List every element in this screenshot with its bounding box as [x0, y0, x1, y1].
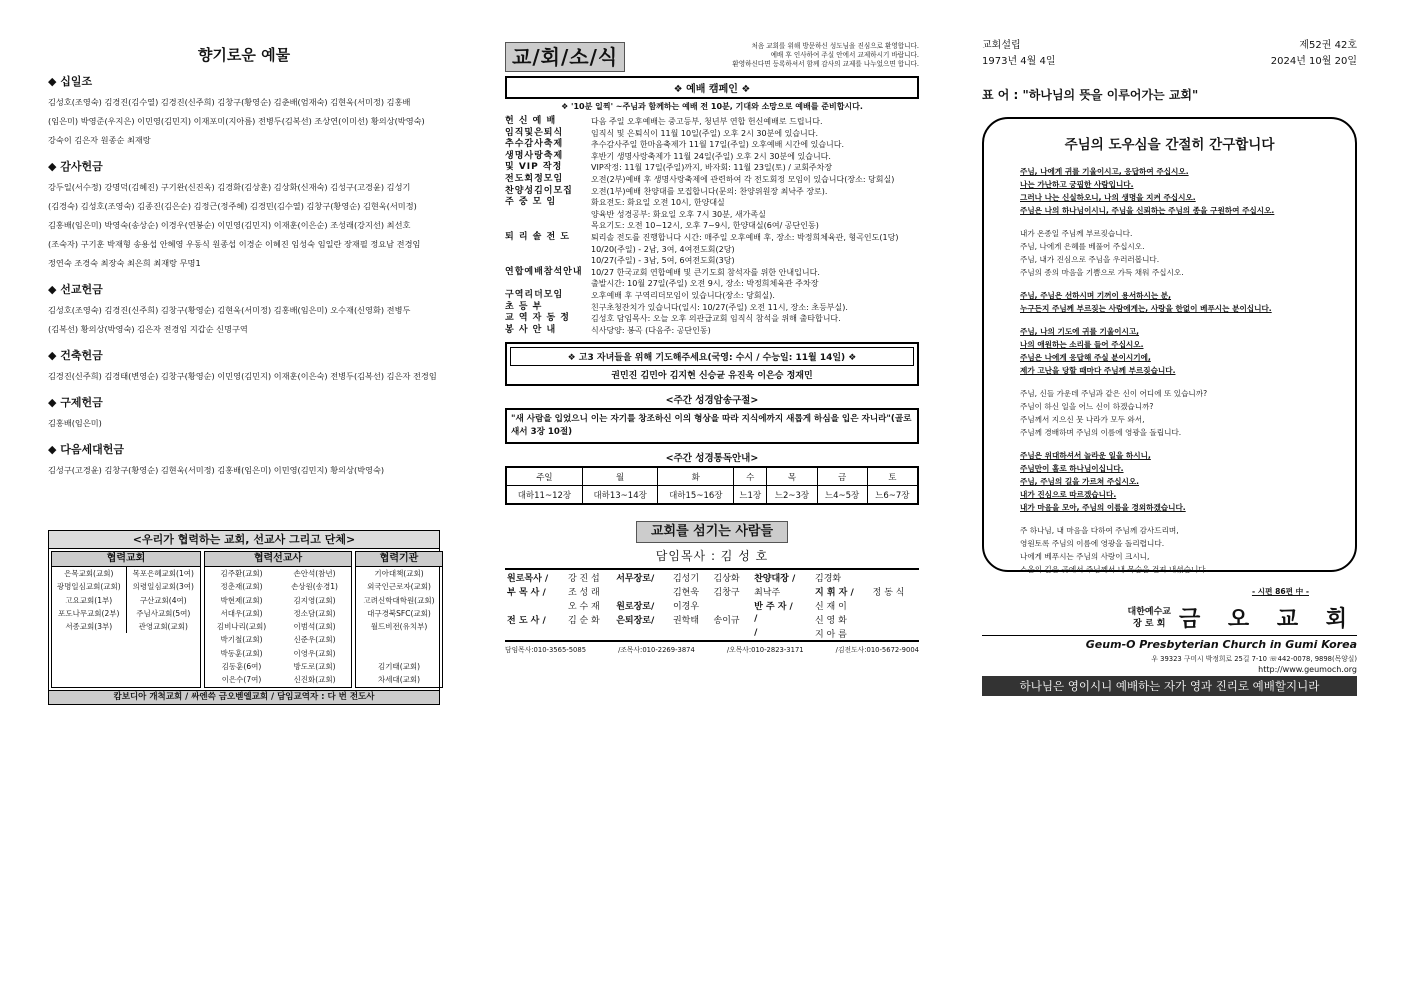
reading-day: 주일 [506, 467, 582, 486]
partner-churches-heading: 협력교회 [52, 552, 200, 567]
partner-orgs [355, 551, 443, 688]
partner-entry [357, 633, 441, 646]
partner-entry: 김비나리(교회) [216, 622, 267, 632]
staff-cell: 서무장로/ [616, 573, 655, 584]
staff-cell: 김성기 [672, 573, 700, 584]
staff-cell [671, 626, 712, 641]
news-value: 친구초청잔치가 있습니다(일시: 10/27(주일) 오전 11시, 장소: 초등부실). [591, 302, 848, 312]
news-value: 목요기도: 오전 10~12시, 오후 7~9시, 한양대실(6여/ 공단인동) [591, 221, 819, 231]
news-row [505, 255, 919, 267]
reading-day: 목 [767, 467, 817, 486]
phone-list [505, 644, 919, 654]
news-key: 추수감사축제 [505, 139, 564, 150]
staff-table [505, 568, 919, 642]
denomination [1128, 606, 1171, 630]
prayer-line: 나에게 베푸시는 주님의 사랑이 크시니, [1020, 552, 1150, 561]
prayer-line: 주님, 신들 가운데 주님과 같은 신이 어디에 또 있습니까? [1020, 389, 1208, 398]
partner-entry [357, 647, 441, 660]
news-list [505, 116, 919, 336]
news-value: 양육반 성경공부: 화요일 오후 7시 30분, 새가족실 [591, 209, 766, 219]
offering-sections [48, 73, 440, 480]
partner-entry: 김주환(교회) [220, 569, 263, 578]
phone-number: /김전도사:010-5672-9004 [835, 646, 919, 655]
volume-number: 제52권 42호 [1299, 40, 1357, 51]
prayer-request-heading: ❖ 고3 자녀들을 위해 기도해주세요(국영: 수시 / 수능일: 11월 14일) ❖ [510, 347, 914, 366]
cover-column [982, 0, 1357, 696]
reading-heading: <주간 성경통독안내> [665, 453, 759, 465]
news-key: 초 등 부 [505, 301, 543, 312]
partner-entry: 박기철(교회) [220, 635, 263, 645]
news-value: 퇴리솔 전도를 진행합니다 시간: 매주일 오후예배 후, 장소: 박정희체육관, 형곡인도(1당) [591, 232, 899, 242]
prayer-line: 영원토록 주님의 이름에 영광을 돌리렵니다. [1020, 539, 1165, 548]
news-row [505, 220, 919, 232]
church-address: 우 39323 구미시 박정희로 25길 7-10 ☏442-0078, 9898(목양실) [1151, 655, 1357, 663]
staff-cell: / [754, 628, 758, 639]
news-row [505, 278, 919, 290]
news-row [505, 151, 919, 163]
reading-day: 수 [734, 467, 767, 486]
reading-chapters: 느6~7장 [867, 486, 918, 505]
prayer-line: 주님은 나에게 응답해 주실 분이시기에, [1020, 353, 1151, 362]
staff-cell [712, 598, 753, 612]
prayer-line: 주님은 나의 하나님이시니, 주님을 신뢰하는 주님의 종을 구원하여 주십시오. [1020, 206, 1275, 215]
offering-section-heading: ◆ 십일조 [48, 75, 93, 88]
partner-entry: 신진화(교회) [293, 675, 336, 685]
partner-entry: 구산교회(4여) [139, 595, 187, 605]
partner-box [48, 530, 440, 705]
prayer-line: 내가 진심으로 따르겠습니다. [1020, 490, 1117, 499]
reading-chapters: 느4~5장 [817, 486, 867, 505]
partner-entry: 김동훈(6여) [221, 662, 262, 672]
prayer-line: 주님, 주님의 길을 가르쳐 주십시오. [1020, 477, 1140, 486]
staff-cell: 김경화 [815, 573, 842, 584]
prayer-line: 내가 온종일 주님께 부르짖습니다. [1020, 229, 1133, 238]
news-row [505, 244, 919, 256]
news-value: 식사당양: 봉곡 (다음주: 공단인동) [591, 325, 711, 335]
partner-entry: 신준우(교회) [293, 635, 336, 645]
partner-churches-list-a [52, 567, 127, 633]
campaign-heading: ❖ 예배 캠페인 ❖ [673, 84, 751, 95]
partner-entry: 김기태(교회) [377, 662, 421, 672]
staff-row [505, 626, 919, 641]
prayer-box [982, 117, 1357, 596]
partner-entry: 정춘재(교회) [220, 582, 263, 592]
news-row [505, 197, 919, 209]
staff-row [505, 612, 919, 626]
campaign-text: ❖ '10분 일찍' ~주님과 함께하는 예배 전 10분, 기대와 소망으로 예배를 준비합시다. [561, 102, 863, 111]
partner-entry: 서대우(교회) [220, 608, 263, 618]
staff-cell: 송이규 [713, 615, 740, 626]
news-row [505, 232, 919, 244]
prayer-text [1020, 165, 1319, 586]
prayer-line: 주님, 나에게 은혜를 베풀어 주십시오. [1020, 242, 1145, 251]
motto-text: "하나님의 뜻을 이루어가는 교회" [1022, 88, 1199, 102]
offering-section-names: 김성구(고경윤) 김창구(황영순) 김현욱(서미정) 김홍배(임은미) 이민영(김민지) 황의상(박영숙) [48, 465, 385, 475]
news-row [505, 128, 919, 140]
partner-entry: 외국인근로자(교회) [367, 582, 431, 592]
reading-chapters: 느1장 [734, 486, 767, 505]
reading-day: 금 [817, 467, 867, 486]
reading-chapters-row [506, 486, 918, 505]
offering-section-heading: ◆ 다음세대헌금 [48, 443, 125, 456]
staff-cell: 이경우 [672, 601, 700, 612]
news-value: 10/27(주일) - 3남, 5여, 6여전도회(3당) [591, 256, 735, 266]
reading-days-row [506, 467, 918, 486]
news-value: 10/20(주일) - 2남, 3여, 4여전도회(2당) [591, 244, 735, 254]
prayer-source: - 시편 86편 中 - [1251, 587, 1309, 596]
news-value: 오전(1부)예배 찬양대를 모집합니다(문의: 찬양위원장 최낙주 장로). [591, 186, 828, 196]
staff-cell: 오 수 재 [567, 601, 600, 612]
motto [982, 86, 1357, 103]
news-key: 임직및은퇴식 [505, 127, 564, 138]
motto-label: 표 어 : [982, 88, 1019, 102]
partner-entry: 은목교회(교회) [64, 569, 114, 578]
prayer-line: 스올의 깊은 곳에서 주님께서 내 목숨을 건져 내셨습니다. [1020, 565, 1209, 574]
phone-number: /조목사:010-2269-3874 [618, 646, 695, 655]
staff-cell: 권학태 [672, 615, 700, 626]
established-date: 1973년 4월 4일 [982, 56, 1056, 67]
prayer-line: 주님께서 지으신 뭇 나라가 모두 와서, [1020, 415, 1145, 424]
partner-entry: 이범석(교회) [293, 622, 336, 632]
news-key [505, 220, 591, 232]
offering-section-heading: ◆ 감사헌금 [48, 160, 103, 173]
reading-day: 월 [582, 467, 658, 486]
staff-cell: / [754, 614, 758, 625]
news-value: 김성호 담임목사: 오늘 오후 의관급교회 임직식 참석을 위해 출타합니다. [591, 314, 841, 324]
welcome-note-line: 환영하신다면 등록하셔서 함께 감사의 교제를 나누었으면 합니다. [732, 60, 919, 68]
verse-heading: <주간 성경암송구절> [665, 395, 759, 407]
prayer-line: 나는 가난하고 궁핍한 사람입니다. [1020, 180, 1134, 189]
offerings-title: 향기로운 예물 [197, 46, 291, 64]
news-row [505, 325, 919, 337]
news-key: 생명사랑축제 [505, 150, 564, 161]
news-key: 헌 신 예 배 [505, 116, 557, 126]
staff-cell: 신 재 이 [815, 601, 847, 612]
news-key [505, 255, 591, 267]
offering-section-heading: ◆ 선교헌금 [48, 283, 103, 296]
news-row [505, 186, 919, 198]
news-key: 연합예배참석안내 [505, 266, 583, 277]
welcome-note-line: 예배 후 인사하여 주실 안에서 교제하시기 바랍니다. [770, 51, 919, 59]
news-value: 10/27 한국교회 연합예배 및 큰기도회 참석자를 위한 안내입니다. [591, 267, 820, 277]
staff-cell: 은퇴장로/ [616, 615, 655, 626]
offering-section-names: 김홍배(임은미) [48, 418, 102, 428]
welcome-note [625, 42, 919, 69]
partner-entry: 박현제(교회) [220, 595, 263, 605]
partner-entry: 이은수(7여) [221, 675, 262, 685]
offering-section-heading: ◆ 구제헌금 [48, 396, 103, 409]
partner-entry: 서종교회(3부) [65, 622, 113, 632]
news-value: VIP작정: 11월 17일(주일)까지, 바자회: 11월 23일(토) / 교회주차장 [591, 163, 833, 173]
news-key [505, 209, 591, 221]
reading-chapters: 대하15~16장 [658, 486, 734, 505]
news-value: 화요전도: 화요일 오전 10시, 한양대실 [591, 198, 725, 208]
partner-entry: 기아대책(교회) [374, 569, 424, 578]
prayer-line: 제가 고난을 당할 때마다 주님께 부르짖습니다. [1020, 366, 1176, 375]
news-value: 오전(2부)예배 후 생명사랑축제에 관련하여 각 전도회정 모임이 있습니다(장소: 당회실) [591, 174, 895, 184]
prayer-request-names: 권민진 김민아 김지현 신승균 유진욱 이은승 정재민 [611, 371, 813, 382]
staff-row [505, 569, 919, 584]
prayer-request-box [505, 342, 919, 386]
church-name-block [982, 602, 1357, 633]
staff-cell [712, 626, 753, 641]
news-row [505, 302, 919, 314]
partner-missionaries-heading: 협력선교사 [205, 552, 351, 567]
partner-entry: 목포은혜교회(1여) [132, 569, 194, 578]
phone-number: 담임목사:010-3565-5085 [505, 646, 587, 655]
partner-missionaries-list-b [278, 567, 351, 687]
staff-row [505, 584, 919, 598]
partner-entry: 광명일심교회(교회) [56, 582, 121, 592]
news-row [505, 162, 919, 174]
offering-section-heading: ◆ 건축헌금 [48, 349, 103, 362]
partner-entry: 대구경북SFC(교회) [367, 608, 431, 618]
staff-cell: 원로장로/ [616, 601, 655, 612]
offering-section-names: 김성호(조영숙) 김경진(신주희) 김창구(황영순) 김현욱(서미정) 김홍배(임은미) 오수재(신영화) 전병두(김복선) 황의상(박영숙) 김은자 전경임 지갑순 신명구역 [48, 305, 411, 334]
reading-day: 화 [658, 467, 734, 486]
news-key: 찬양성김이모집 [505, 185, 573, 196]
staff-cell: 최낙주 [754, 587, 781, 598]
established-label: 교회설립 [982, 40, 1021, 51]
denomination-line-1: 대한예수교 [1127, 606, 1171, 617]
prayer-line: 주님만이 홀로 하나님이십니다. [1020, 464, 1124, 473]
offering-section-names: 김성호(조영숙) 김경진(김수열) 김경진(신주희) 김창구(황영순) 김춘배(엄재숙) 김현욱(서미정) 김홍배(임은미) 박영준(우지은) 이민영(김민지) 이재포미(지아름) 전병두(김복선) 조상연(이미선) 황의상(박영숙) 강숙이 김은자 원종순 최재랑 [48, 97, 425, 145]
news-value: 임직식 및 은퇴식이 11월 10일(주일) 오후 2시 30분에 있습니다. [591, 128, 819, 138]
partner-orgs-list [356, 567, 442, 687]
staff-cell: 김현욱 [672, 587, 700, 598]
issue-date: 2024년 10월 20일 [1270, 56, 1357, 67]
church-website[interactable]: http://www.geumoch.org [1258, 665, 1357, 674]
partner-entry: 손안석(참년) [293, 569, 336, 578]
staff-cell: 김 순 화 [567, 615, 600, 626]
partner-entry: 고요교회(1부) [65, 595, 113, 605]
church-name: 금 오 교 회 [1179, 607, 1357, 632]
senior-pastor: 담임목사 : 김 성 호 [655, 549, 769, 564]
news-key [505, 244, 591, 256]
denomination-line-2: 장 로 회 [1133, 618, 1166, 629]
staff-cell: 김창구 [713, 587, 740, 598]
partner-entry: 이영우(교회) [293, 648, 336, 658]
news-title: 교/회/소/식 [505, 42, 625, 72]
reading-chapters: 대하11~12장 [506, 486, 582, 505]
partner-entry: 방도로(교회) [293, 662, 336, 672]
staff-cell: 반 주 자 / [754, 601, 793, 612]
news-key: 주 중 모 임 [505, 197, 557, 208]
partner-entry: 박동훈(교회) [220, 648, 263, 658]
news-value: 다음 주일 오후예배는 중고등부, 청년부 연합 헌신예배로 드립니다. [591, 117, 823, 126]
staff-cell: 강 진 섭 [567, 573, 600, 584]
partner-churches-list-b [127, 567, 201, 633]
partner-footer: 캄보디아 개척교회 / 싸엔쓱 금오벧엘교회 / 담임교역자 : 다 번 전도사 [49, 690, 439, 704]
prayer-line: 그러나 나는 신실하오니, 나의 생명을 지켜 주십시오. [1020, 193, 1196, 202]
partner-entry: 월드비전(유치부) [370, 622, 428, 632]
news-row [505, 116, 919, 128]
staff-cell: 원로목사 / [507, 573, 549, 584]
prayer-title: 주님의 도우심을 간절히 간구합니다 [1064, 137, 1275, 153]
prayer-line: 주님은 위대하셔서 놀라운 일을 하시니, [1020, 451, 1151, 460]
prayer-line: 나의 애원하는 소리를 들어 주십시오. [1020, 340, 1144, 349]
slogan-banner: 하나님은 영이시니 예배하는 자가 영과 진리로 예배할지니라 [982, 676, 1357, 696]
news-row [505, 209, 919, 221]
prayer-line: 내가 마음을 모아, 주님의 이름을 경외하겠습니다. [1020, 503, 1186, 512]
staff-cell [566, 626, 614, 641]
reading-table [505, 466, 919, 505]
prayer-line: 누구든지 주님께 부르짖는 사람에게는, 사랑을 한없이 베푸시는 분이십니다. [1020, 304, 1272, 313]
prayer-line: 주님이 하신 일을 어느 신이 하겠습니까? [1020, 402, 1154, 411]
staff-cell [614, 626, 671, 641]
reading-chapters: 느2~3장 [767, 486, 817, 505]
prayer-line: 주님, 내가 진심으로 주님을 우러러봅니다. [1020, 255, 1160, 264]
partner-churches [51, 551, 201, 688]
news-key: 퇴 리 솔 전 도 [505, 231, 571, 242]
verse-text: "새 사람을 입었으니 이는 자기를 창조하신 이의 형상을 따라 지식에까지 새롭게 하심을 입은 자니라"(골로새서 3장 10절) [505, 408, 919, 444]
news-value: 출발시간: 10월 27일(주일) 오전 9시, 장소: 박정희체육관 주차장 [591, 279, 819, 289]
news-row [505, 290, 919, 302]
partner-entry: 고려신학대학원(교회) [363, 595, 435, 605]
staff-cell: 지 아 름 [815, 629, 847, 640]
partner-entry: 의령일심교회(3여) [132, 582, 194, 592]
news-key: 교 역 자 동 정 [505, 313, 571, 324]
news-row [505, 174, 919, 186]
news-value: 오후예배 후 구역리더모임이 있습니다(장소: 당회실). [591, 290, 775, 300]
offering-section-names: 강두일(서수정) 강명덕(김혜진) 구기완(신진옥) 김경화(김상훈) 김상화(신재숙) 김성구(고경윤) 김성기(김경숙) 김성호(조영숙) 김종진(김은순) 김정근(정주혜) 김경민(김수열) 김창구(황영순) 김현욱(서미정) 김홍배(임은미) 박영숙(송상순) 이경우(연봉순) 이민영(김민지) 이재훈(이은순) 조성래(강지선) 최선호(조숙자) 구기훈 박재형 송용섭 안혜영 우동식 원종섭 이경순 이혜진 임성숙 임일란 장재필 정요남 전경임 정연숙 조경숙 최장숙 최은희 최재랑 무명1 [48, 182, 421, 268]
prayer-line: 주님의 종의 마음을 기쁨으로 가득 채워 주십시오. [1020, 268, 1184, 277]
offerings-column [48, 0, 440, 702]
partner-entry: 주님사교회(5여) [136, 608, 191, 618]
partner-entry: 포도나무교회(2부) [58, 608, 120, 618]
welcome-note-line: 처음 교회를 위해 방문하신 성도님을 진심으로 환영합니다. [751, 42, 919, 50]
news-row [505, 139, 919, 151]
partner-missionaries [204, 551, 352, 688]
prayer-line: 주 하나님, 내 마음을 다하여 주님께 감사드리며, [1020, 526, 1179, 535]
prayer-line: 주님, 나의 기도에 귀를 기울이시고, [1020, 327, 1140, 336]
news-key: 봉 사 안 내 [505, 324, 557, 335]
staff-cell: 김상화 [713, 573, 740, 584]
staff-cell: 부 목 사 / [507, 587, 546, 598]
staff-cell [505, 598, 566, 612]
news-value: 후반기 생명사랑축제가 11월 24일(주일) 오후 2시 30분에 있습니다. [591, 151, 831, 161]
partner-entry: 정소담(교회) [293, 608, 336, 618]
partner-header: <우리가 협력하는 교회, 선교사 그리고 단체> [49, 531, 439, 549]
news-row [505, 267, 919, 279]
staff-cell: 정 동 식 [872, 587, 905, 598]
staff-cell [614, 584, 671, 598]
news-column [505, 0, 919, 654]
staff-cell: 조 성 래 [567, 587, 600, 598]
partner-entry: 관영교회(교회) [138, 622, 188, 632]
staff-cell: 찬양대장 / [754, 573, 796, 584]
partner-entry: 손상원(송경1) [291, 582, 338, 592]
prayer-line: 주님께 경배하며 주님의 이름에 영광을 돌립니다. [1020, 428, 1182, 437]
news-key [505, 278, 591, 290]
news-key: 구역리더모임 [505, 289, 564, 300]
partner-entry: 김지영(교회) [293, 595, 336, 605]
news-row [505, 313, 919, 325]
offering-section-names: 김경진(신주희) 김경태(변영순) 김창구(황영순) 이민영(김민지) 이재훈(이은숙) 전병두(김복선) 김은자 전경임 [48, 371, 437, 381]
reading-chapters: 대하13~14장 [582, 486, 658, 505]
partner-orgs-heading: 협력기관 [356, 552, 442, 567]
prayer-line: 주님, 나에게 귀를 기울이시고, 응답하여 주십시오. [1020, 167, 1189, 176]
staff-row [505, 598, 919, 612]
news-key: 및 VIP 작정 [505, 162, 563, 173]
news-value: 추수감사주일 한마음축제가 11월 17일(주일) 오후예배 시간에 있습니다. [591, 140, 845, 150]
reading-day: 토 [867, 467, 918, 486]
church-english-name: Geum-O Presbyterian Church in Gumi Korea [1085, 638, 1357, 651]
prayer-line: 주님, 주님은 선하시며 기꺼이 용서하시는 분, [1020, 291, 1172, 300]
partner-entry: 차세대(교회) [377, 675, 421, 685]
staff-cell [505, 626, 566, 641]
staff-cell: 지 휘 자 / [815, 587, 854, 598]
people-title: 교회를 섬기는 사람들 [636, 521, 788, 543]
news-key: 전도회정모임 [505, 173, 564, 184]
campaign-box [505, 76, 919, 99]
partner-missionaries-list-a [205, 567, 278, 687]
staff-cell: 신 영 화 [815, 615, 847, 626]
staff-cell: 전 도 사 / [507, 615, 546, 626]
phone-number: /오목사:010-2823-3171 [726, 646, 804, 655]
